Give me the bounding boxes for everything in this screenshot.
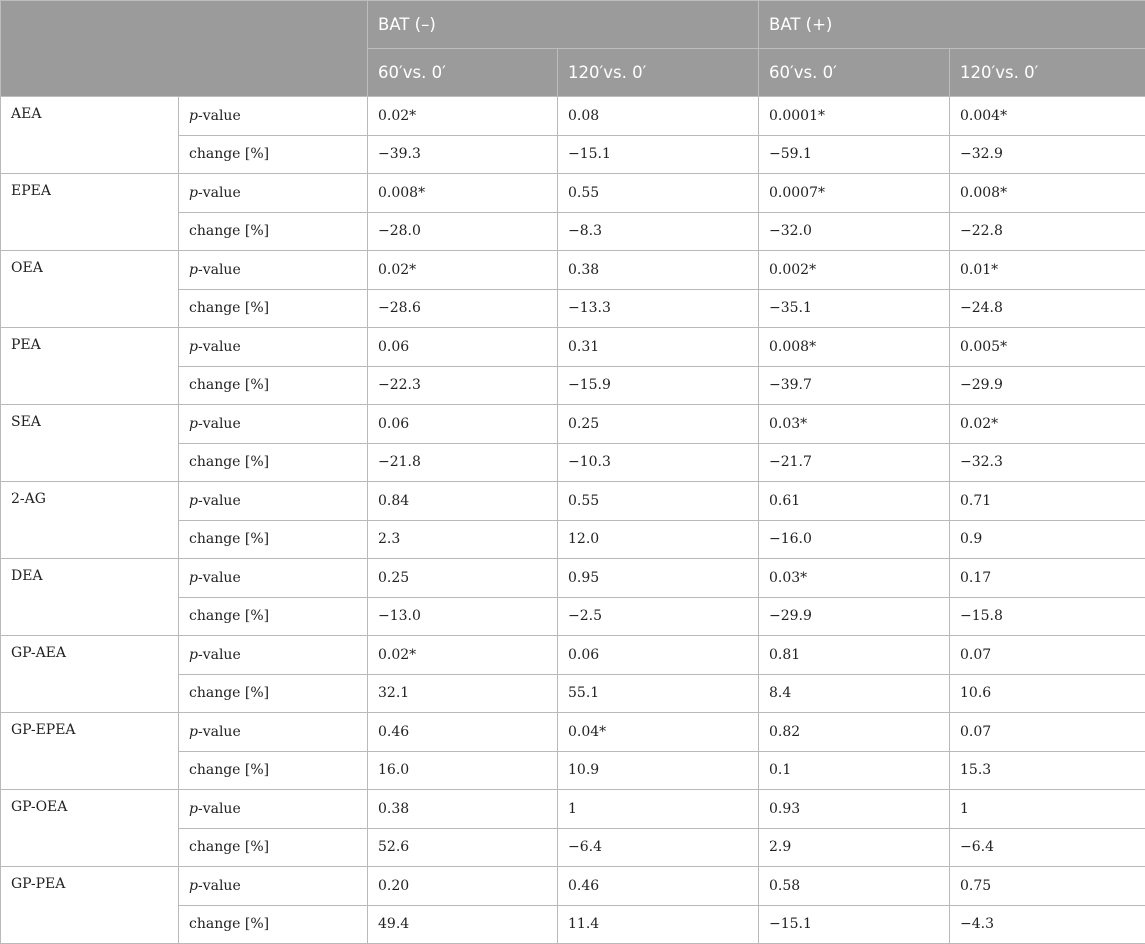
p-value-cell: 0.02*	[950, 405, 1145, 444]
p-value-label-cell	[179, 97, 368, 136]
change-value-cell: −15.9	[558, 366, 759, 405]
p-value-cell: 0.004*	[950, 97, 1145, 136]
header-group-bat-plus: BAT (+)	[759, 1, 1145, 49]
p-value-suffix-label: -value	[198, 339, 241, 355]
change-value-cell: −2.5	[558, 597, 759, 636]
p-value-cell: 0.005*	[950, 328, 1145, 367]
change-value-cell: −4.3	[950, 905, 1145, 944]
p-value-cell: 0.06	[368, 405, 558, 444]
table-row	[1, 867, 1145, 906]
p-value-label-cell	[179, 790, 368, 829]
p-value-cell: 0.06	[558, 636, 759, 675]
p-value-cell: 0.81	[759, 636, 950, 675]
change-value-cell: −8.3	[558, 212, 759, 251]
change-value-cell: −21.7	[759, 443, 950, 482]
change-value-cell: −59.1	[759, 135, 950, 174]
compound-name-cell: PEA	[1, 328, 179, 405]
p-value-label-cell	[179, 174, 368, 213]
p-value-cell: 0.82	[759, 713, 950, 752]
change-value-cell: 32.1	[368, 674, 558, 713]
p-value-cell: 0.31	[558, 328, 759, 367]
compound-name-cell: EPEA	[1, 174, 179, 251]
change-value-cell: −15.1	[558, 135, 759, 174]
p-value-cell: 0.01*	[950, 251, 1145, 290]
change-label-cell: change [%]	[179, 751, 368, 790]
p-italic-label: p	[189, 185, 198, 201]
p-italic-label: p	[189, 724, 198, 740]
change-value-cell: −13.0	[368, 597, 558, 636]
change-value-cell: 52.6	[368, 828, 558, 867]
change-label-cell: change [%]	[179, 443, 368, 482]
p-value-cell: 0.02*	[368, 636, 558, 675]
change-value-cell: −22.8	[950, 212, 1145, 251]
compound-name-cell: GP-PEA	[1, 867, 179, 944]
change-value-cell: 10.6	[950, 674, 1145, 713]
p-value-cell: 0.08	[558, 97, 759, 136]
table-row	[1, 559, 1145, 598]
compound-name-cell: GP-OEA	[1, 790, 179, 867]
change-value-cell: −6.4	[950, 828, 1145, 867]
change-label-cell: change [%]	[179, 828, 368, 867]
p-value-cell: 0.95	[558, 559, 759, 598]
table-row	[1, 97, 1145, 136]
p-value-label-cell	[179, 328, 368, 367]
change-value-cell: 0.1	[759, 751, 950, 790]
p-italic-label: p	[189, 339, 198, 355]
p-value-cell: 0.46	[558, 867, 759, 906]
compound-name-cell: DEA	[1, 559, 179, 636]
p-value-cell: 0.06	[368, 328, 558, 367]
table-row	[1, 174, 1145, 213]
p-value-cell: 0.46	[368, 713, 558, 752]
table-row	[1, 790, 1145, 829]
p-value-cell: 0.008*	[950, 174, 1145, 213]
p-italic-label: p	[189, 108, 198, 124]
p-value-cell: 0.75	[950, 867, 1145, 906]
p-value-cell: 0.07	[950, 713, 1145, 752]
p-italic-label: p	[189, 416, 198, 432]
subheader-cell: 120′vs. 0′	[950, 49, 1145, 97]
change-label-cell: change [%]	[179, 905, 368, 944]
change-value-cell: 8.4	[759, 674, 950, 713]
p-value-suffix-label: -value	[198, 570, 241, 586]
change-label-cell: change [%]	[179, 135, 368, 174]
change-value-cell: 16.0	[368, 751, 558, 790]
change-value-cell: −21.8	[368, 443, 558, 482]
compound-name-cell: GP-AEA	[1, 636, 179, 713]
p-value-label-cell	[179, 713, 368, 752]
header-group-bat-minus: BAT (–)	[368, 1, 759, 49]
p-value-cell: 0.07	[950, 636, 1145, 675]
p-value-cell: 0.58	[759, 867, 950, 906]
p-value-suffix-label: -value	[198, 416, 241, 432]
change-value-cell: −15.1	[759, 905, 950, 944]
p-italic-label: p	[189, 801, 198, 817]
change-value-cell: 11.4	[558, 905, 759, 944]
header-empty-cell	[1, 1, 368, 97]
p-value-cell: 0.25	[368, 559, 558, 598]
table-row	[1, 636, 1145, 675]
p-value-cell: 1	[950, 790, 1145, 829]
change-value-cell: 2.3	[368, 520, 558, 559]
p-value-cell: 0.71	[950, 482, 1145, 521]
p-value-cell: 0.84	[368, 482, 558, 521]
change-value-cell: −24.8	[950, 289, 1145, 328]
p-value-suffix-label: -value	[198, 185, 241, 201]
change-label-cell: change [%]	[179, 674, 368, 713]
p-value-cell: 0.008*	[368, 174, 558, 213]
subheader-cell: 120′vs. 0′	[558, 49, 759, 97]
p-value-cell: 0.0001*	[759, 97, 950, 136]
p-value-cell: 0.002*	[759, 251, 950, 290]
p-value-cell: 0.03*	[759, 405, 950, 444]
p-value-cell: 1	[558, 790, 759, 829]
p-italic-label: p	[189, 262, 198, 278]
change-value-cell: 10.9	[558, 751, 759, 790]
p-value-cell: 0.0007*	[759, 174, 950, 213]
p-value-suffix-label: -value	[198, 647, 241, 663]
table-header	[1, 1, 1145, 97]
p-value-cell: 0.04*	[558, 713, 759, 752]
change-value-cell: −29.9	[950, 366, 1145, 405]
p-value-label-cell	[179, 251, 368, 290]
p-value-label-cell	[179, 559, 368, 598]
change-value-cell: 15.3	[950, 751, 1145, 790]
p-value-cell: 0.02*	[368, 97, 558, 136]
change-value-cell: −39.3	[368, 135, 558, 174]
p-value-cell: 0.38	[558, 251, 759, 290]
change-value-cell: −28.0	[368, 212, 558, 251]
change-value-cell: −28.6	[368, 289, 558, 328]
table-row	[1, 251, 1145, 290]
p-value-cell: 0.17	[950, 559, 1145, 598]
change-value-cell: 49.4	[368, 905, 558, 944]
p-italic-label: p	[189, 878, 198, 894]
p-value-label-cell	[179, 405, 368, 444]
subheader-cell: 60′vs. 0′	[368, 49, 558, 97]
change-label-cell: change [%]	[179, 289, 368, 328]
change-value-cell: 2.9	[759, 828, 950, 867]
compound-name-cell: 2-AG	[1, 482, 179, 559]
p-value-cell: 0.20	[368, 867, 558, 906]
change-value-cell: −16.0	[759, 520, 950, 559]
change-value-cell: 12.0	[558, 520, 759, 559]
change-value-cell: −22.3	[368, 366, 558, 405]
p-italic-label: p	[189, 647, 198, 663]
change-value-cell: −35.1	[759, 289, 950, 328]
compound-name-cell: SEA	[1, 405, 179, 482]
p-value-suffix-label: -value	[198, 801, 241, 817]
p-value-suffix-label: -value	[198, 262, 241, 278]
subheader-cell: 60′vs. 0′	[759, 49, 950, 97]
p-italic-label: p	[189, 570, 198, 586]
table-row	[1, 328, 1145, 367]
p-value-cell: 0.93	[759, 790, 950, 829]
p-value-cell: 0.008*	[759, 328, 950, 367]
change-value-cell: −32.3	[950, 443, 1145, 482]
p-value-label-cell	[179, 636, 368, 675]
change-value-cell: −39.7	[759, 366, 950, 405]
table-body	[1, 97, 1145, 944]
change-value-cell: −15.8	[950, 597, 1145, 636]
change-label-cell: change [%]	[179, 597, 368, 636]
change-value-cell: −32.0	[759, 212, 950, 251]
compound-name-cell: AEA	[1, 97, 179, 174]
change-value-cell: 55.1	[558, 674, 759, 713]
p-value-cell: 0.38	[368, 790, 558, 829]
change-value-cell: −6.4	[558, 828, 759, 867]
table-row	[1, 405, 1145, 444]
p-value-suffix-label: -value	[198, 878, 241, 894]
change-value-cell: −10.3	[558, 443, 759, 482]
table-row	[1, 713, 1145, 752]
p-value-suffix-label: -value	[198, 724, 241, 740]
change-label-cell: change [%]	[179, 212, 368, 251]
compound-name-cell: GP-EPEA	[1, 713, 179, 790]
p-value-label-cell	[179, 867, 368, 906]
change-value-cell: −13.3	[558, 289, 759, 328]
p-italic-label: p	[189, 493, 198, 509]
p-value-cell: 0.55	[558, 174, 759, 213]
p-value-cell: 0.03*	[759, 559, 950, 598]
p-value-cell: 0.61	[759, 482, 950, 521]
p-value-suffix-label: -value	[198, 493, 241, 509]
change-value-cell: −29.9	[759, 597, 950, 636]
change-value-cell: −32.9	[950, 135, 1145, 174]
change-value-cell: 0.9	[950, 520, 1145, 559]
table-row	[1, 482, 1145, 521]
p-value-label-cell	[179, 482, 368, 521]
change-label-cell: change [%]	[179, 520, 368, 559]
p-value-suffix-label: -value	[198, 108, 241, 124]
p-value-cell: 0.55	[558, 482, 759, 521]
p-value-cell: 0.25	[558, 405, 759, 444]
change-label-cell: change [%]	[179, 366, 368, 405]
compound-name-cell: OEA	[1, 251, 179, 328]
p-value-cell: 0.02*	[368, 251, 558, 290]
